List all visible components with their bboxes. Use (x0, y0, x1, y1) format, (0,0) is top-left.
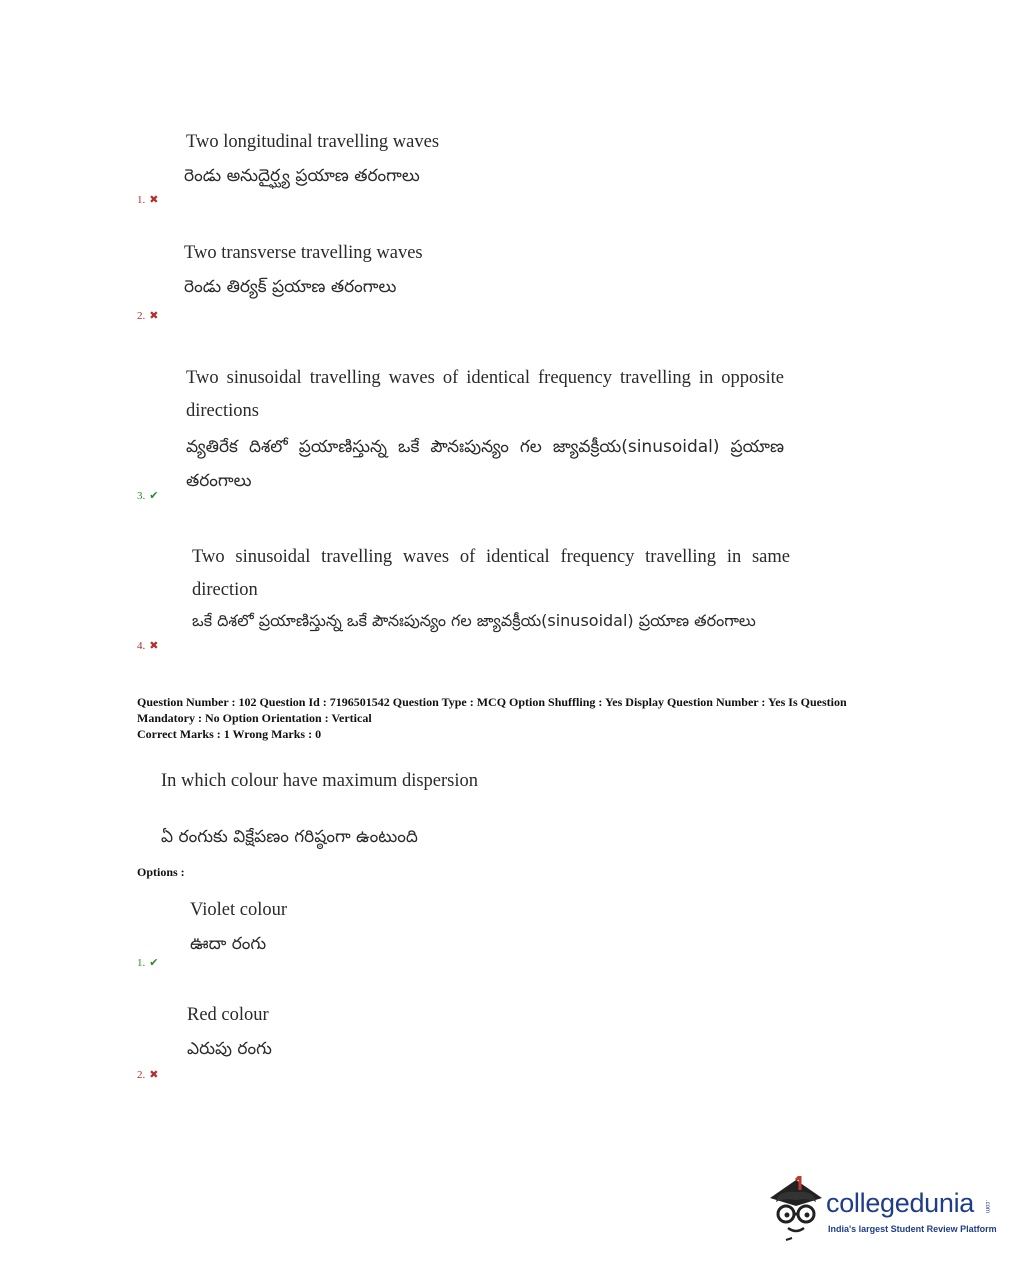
option-3-english: Two sinusoidal travelling waves of identical frequency travelling in opposite directions (186, 368, 784, 421)
option-number: 2. (137, 310, 146, 322)
option-2-english: Two transverse travelling waves (184, 243, 423, 263)
student-mascot-icon (766, 1176, 824, 1244)
question-text-english: In which colour have maximum dispersion (161, 771, 479, 791)
checkmark-icon: ✔ (149, 957, 159, 969)
q102-option-2-marker (137, 1068, 158, 1081)
q102-option-2-english: Red colour (187, 1005, 269, 1025)
option-number: 4. (137, 640, 146, 652)
option-3-marker (137, 489, 158, 502)
question-text-telugu: ఏ రంగుకు విక్షేపణం గరిష్ఠంగా ఉంటుంది (161, 827, 418, 847)
cross-icon: ✖ (149, 310, 159, 322)
cross-icon: ✖ (149, 640, 159, 652)
option-2-telugu: రెండు తిర్యక్ ప్రయాణ తరంగాలు (184, 277, 397, 297)
cross-icon: ✖ (149, 1069, 159, 1081)
option-4-marker (137, 639, 158, 652)
option-4-telugu: ఒకే దిశలో ప్రయాణిస్తున్న ఒకే పౌనఃపున్యం గల జ్యావక్రీయ(sinusoidal) ప్రయాణ తరంగాలు (192, 611, 756, 630)
option-1-english: Two longitudinal travelling waves (186, 132, 440, 152)
option-number: 2. (137, 1069, 146, 1081)
question-meta: Question Number : 102 Question Id : 7196501542 Question Type : MCQ Option Shuffling : Yes Display Question Number : Yes Is Question Mandatory : No Option Orientation : Vertical (137, 695, 847, 725)
option-1-telugu: రెండు అనుదైర్ఘ్య ప్రయాణ తరంగాలు (184, 166, 420, 186)
option-number: 1. (137, 957, 146, 969)
question-marks: Correct Marks : 1 Wrong Marks : 0 (137, 727, 322, 741)
q102-option-1-english: Violet colour (190, 900, 288, 920)
brand-tagline: India's largest Student Review Platform (828, 1224, 997, 1234)
q102-option-1-telugu: ఊదా రంగు (190, 934, 267, 954)
option-2-marker (137, 309, 158, 322)
option-1-marker (137, 193, 158, 206)
collegedunia-watermark (766, 1176, 996, 1246)
option-3-telugu: వ్యతిరేక దిశలో ప్రయాణిస్తున్న ఒకే పౌనఃపున్యం గల జ్యావక్రీయ(sinusoidal) ప్రయాణ తరంగాలు (186, 437, 784, 491)
cross-icon: ✖ (149, 194, 159, 206)
brand-name: collegedunia (826, 1188, 975, 1218)
q102-option-1-marker (137, 956, 158, 969)
option-number: 3. (137, 490, 146, 502)
option-number: 1. (137, 194, 146, 206)
q102-option-2-telugu: ఎరుపు రంగు (187, 1039, 272, 1059)
brand-suffix: .com (984, 1200, 990, 1214)
checkmark-icon: ✔ (149, 490, 159, 502)
options-label: Options : (137, 865, 185, 879)
option-4-english: Two sinusoidal travelling waves of identical frequency travelling in same direction (192, 547, 790, 600)
